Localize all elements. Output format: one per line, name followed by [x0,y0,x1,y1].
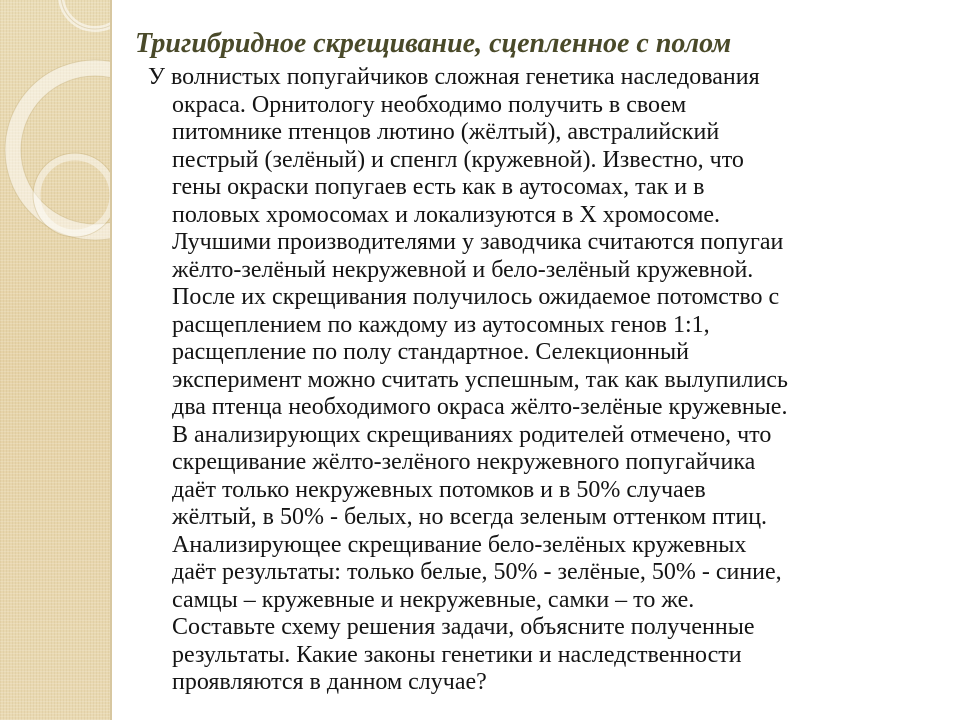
body-line: окраса. Орнитологу необходимо получить в своем [172,91,687,118]
body-line: пестрый (зелёный) и спенгл (кружевной). Известно, что [172,146,744,173]
body-line: Лучшими производителями у заводчика считаются попугаи [172,229,784,255]
body-line: питомнике птенцов лютино (жёлтый), австралийский [172,119,720,145]
decorative-ring-large [13,68,110,232]
decorative-rings [0,0,110,720]
body-line: После их скрещивания получилось ожидаемое потомство с [172,284,780,310]
body-line: Анализирующее скрещивание бело-зелёных кружевных [172,531,747,558]
body-line: эксперимент можно считать успешным, так как вылупились [172,366,788,393]
body-line: даёт результаты: только белые, 50% - зелёные, 50% - синие, [172,559,782,585]
body-line: В анализирующих скрещиваниях родителей отмечено, что [172,421,772,448]
decorative-side-panel [0,0,110,720]
body-line: даёт только некружевных потомков и в 50% случаев [172,476,706,503]
body-line: расщепление по полу стандартное. Селекционный [172,339,689,365]
body-line: половых хромосомах и локализуются в X хромосоме. [172,201,721,228]
body-line: гены окраски попугаев есть как в аутосомах, так и в [172,174,705,200]
body-line: скрещивание жёлто-зелёного некружевного попугайчика [172,449,756,475]
body-line: Составьте схему решения задачи, объясните полученные [172,614,755,640]
body-line: жёлто-зелёный некружевной и бело-зелёный кружевной. [172,256,754,283]
body-line: У волнистых попугайчиков сложная генетика наследования [148,64,760,90]
body-line: два птенца необходимого окраса жёлто-зелёные кружевные. [172,394,788,420]
body-line: результаты. Какие законы генетики и наследственности [172,641,742,668]
body-line: расщеплением по каждому из аутосомных генов 1:1, [172,311,710,338]
body-line: жёлтый, в 50% - белых, но всегда зеленым оттенком птиц. [172,504,768,530]
slide-title: Тригибридное скрещивание, сцепленное с полом [135,28,732,59]
panel-divider [110,0,112,720]
body-line: проявляются в данном случае? [172,669,487,695]
decorative-ring-top [61,0,110,29]
body-line: самцы – кружевные и некружевные, самки – то же. [172,586,695,613]
slide-body [148,64,948,697]
